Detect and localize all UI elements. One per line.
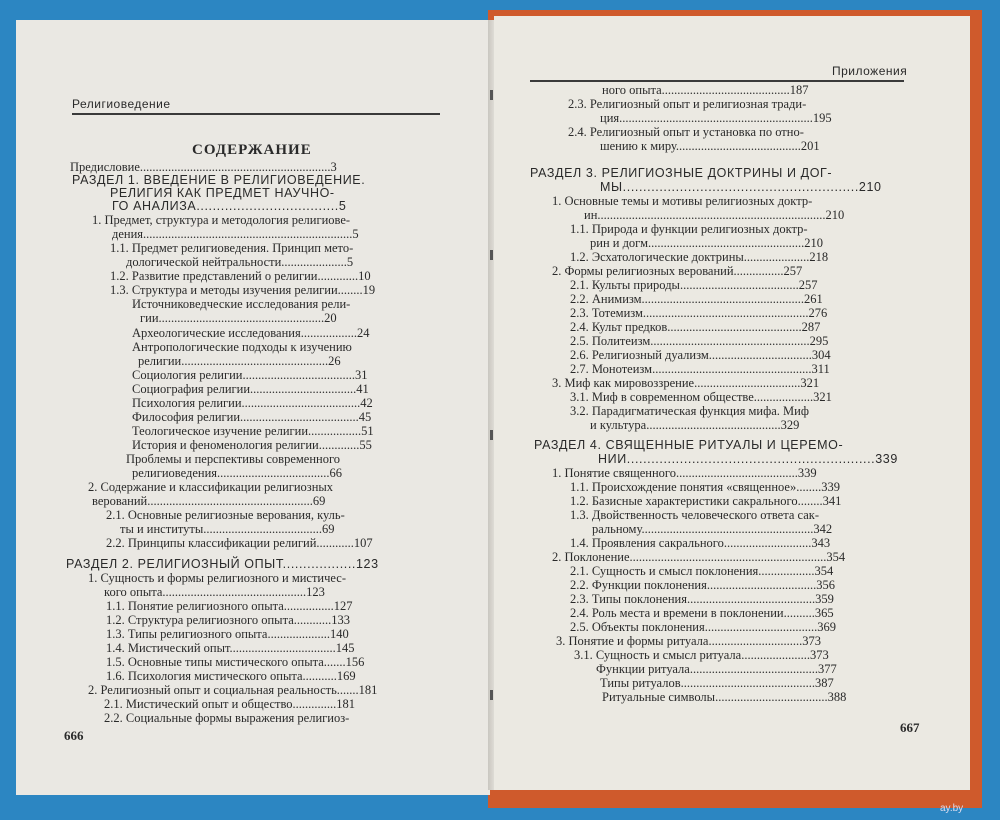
left-toc-line: Теологическое изучение религии.................51: [132, 424, 374, 438]
right-toc-line: 2. Формы религиозных верований................257: [552, 264, 803, 278]
left-toc-line: 1.5. Основные типы мистического опыта.......156: [106, 655, 365, 669]
right-toc-line: 2.4. Роль места и времени в поклонении..........365: [570, 606, 834, 620]
header-rule-right: [530, 80, 904, 82]
right-toc-line: 3.2. Парадигматическая функция мифа. Миф: [570, 404, 809, 418]
left-toc-line: 1. Предмет, структура и методология религиове-: [92, 213, 351, 227]
left-toc-line: Археологические исследования..................24: [132, 326, 370, 340]
right-toc-line: 3. Миф как мировоззрение..................................321: [552, 376, 820, 390]
left-toc-line: ты и институты......................................69: [120, 522, 335, 536]
right-toc-line: 2.4. Религиозный опыт и установка по отно-: [568, 125, 804, 139]
left-toc-line: РАЗДЕЛ 2. РЕЛИГИОЗНЫЙ ОПЫТ..................123: [66, 557, 379, 571]
left-page: [16, 20, 490, 795]
left-toc-line: 1.1. Предмет религиоведения. Принцип мето-: [110, 241, 354, 255]
right-toc-line: 1.4. Проявления сакрального............................343: [570, 536, 831, 550]
page-title: СОДЕРЖАНИЕ: [192, 142, 312, 158]
right-toc-line: 1. Основные темы и мотивы религиозных доктр-: [552, 194, 813, 208]
page-number-left: 666: [64, 728, 84, 743]
right-toc-line: Типы ритуалов...........................................387: [600, 676, 834, 690]
header-rule-left: [72, 113, 440, 115]
right-toc-line: рин и догм..................................................210: [590, 236, 824, 250]
left-toc-line: ГО АНАЛИЗА...................................5: [112, 199, 347, 213]
right-toc-line: 1. Понятие священного.......................................339: [552, 466, 817, 480]
right-toc-line: 2.2. Анимизм....................................................261: [570, 292, 823, 306]
right-toc-line: 1.1. Природа и функции религиозных доктр-: [570, 222, 808, 236]
left-toc-line: 2.2. Социальные формы выражения религиоз-: [104, 711, 350, 725]
stitch: [490, 90, 493, 100]
left-toc-line: 1.6. Психология мистического опыта...........169: [106, 669, 356, 683]
right-toc-line: ного опыта.........................................187: [602, 83, 809, 97]
left-toc-line: 1.4. Мистический опыт..................................145: [106, 641, 355, 655]
watermark: ay.by: [940, 803, 964, 814]
left-toc-line: Предисловие.............................................................3: [70, 160, 337, 174]
left-toc-line: Философия религии......................................45: [132, 410, 372, 424]
left-toc-line: 1.3. Типы религиозного опыта....................140: [106, 627, 349, 641]
right-toc-line: ральному.......................................................342: [592, 522, 833, 536]
right-toc-line: НИИ.............................................................339: [598, 452, 898, 466]
right-toc-line: 3. Понятие и формы ритуала..............................373: [556, 634, 821, 648]
right-toc-line: Ритуальные символы....................................388: [602, 690, 847, 704]
stitch: [490, 690, 493, 700]
right-toc-line: ция..............................................................195: [600, 111, 832, 125]
right-toc-line: и культура...........................................329: [590, 418, 800, 432]
right-toc-line: ин.........................................................................210: [584, 208, 845, 222]
left-toc-line: дологической нейтральности.....................5: [126, 255, 354, 269]
right-toc-line: 2.5. Объекты поклонения....................................369: [570, 620, 836, 634]
right-toc-line: Функции ритуала.........................................377: [596, 662, 837, 676]
right-toc-line: 2.1. Культы природы......................................257: [570, 278, 818, 292]
right-toc-line: РАЗДЕЛ 4. СВЯЩЕННЫЕ РИТУАЛЫ И ЦЕРЕМО-: [534, 438, 844, 452]
right-toc-line: 3.1. Сущность и смысл ритуала......................373: [574, 648, 829, 662]
stitch: [490, 250, 493, 260]
left-toc-line: 1.1. Понятие религиозного опыта................127: [106, 599, 353, 613]
right-toc-line: 2.3. Типы поклонения.........................................359: [570, 592, 834, 606]
right-toc-line: 2. Поклонение...............................................................354: [552, 550, 846, 564]
left-toc-line: верований.....................................................69: [92, 494, 326, 508]
left-toc-line: Психология религии......................................42: [132, 396, 373, 410]
left-toc-line: Источниковедческие исследования рели-: [132, 297, 351, 311]
right-toc-line: 1.2. Эсхатологические доктрины.....................218: [570, 250, 829, 264]
left-toc-line: Социология религии....................................31: [132, 368, 368, 382]
left-toc-line: Проблемы и перспективы современного: [126, 452, 341, 466]
left-toc-line: Антропологические подходы к изучению: [132, 340, 352, 354]
left-toc-line: РЕЛИГИЯ КАК ПРЕДМЕТ НАУЧНО-: [110, 186, 335, 200]
left-toc-line: РАЗДЕЛ 1. ВВЕДЕНИЕ В РЕЛИГИОВЕДЕНИЕ.: [72, 173, 366, 187]
stitch: [490, 430, 493, 440]
right-toc-line: шению к миру........................................201: [600, 139, 820, 153]
left-toc-line: Социография религии..................................41: [132, 382, 369, 396]
left-toc-line: 1.3. Структура и методы изучения религии........19: [110, 283, 376, 297]
left-toc-line: кого опыта..............................................123: [104, 585, 325, 599]
left-toc-line: религии...............................................26: [138, 354, 341, 368]
left-toc-line: 2.1. Мистический опыт и общество..............181: [104, 697, 356, 711]
page-number-right: 667: [900, 720, 920, 735]
left-toc-line: 2. Содержание и классификации религиозных: [88, 480, 334, 494]
right-toc-line: 2.1. Сущность и смысл поклонения..................354: [570, 564, 834, 578]
left-toc-line: История и феноменология религии.............55: [132, 438, 372, 452]
left-toc-line: 2.2. Принципы классификации религий............107: [106, 536, 373, 550]
right-toc-line: 1.2. Базисные характеристики сакрального........341: [570, 494, 842, 508]
right-toc-line: 2.3. Тотемизм.....................................................276: [570, 306, 828, 320]
left-toc-line: 2. Религиозный опыт и социальная реальность.......181: [88, 683, 378, 697]
right-toc-line: 1.3. Двойственность человеческого ответа сак-: [570, 508, 819, 522]
right-toc-line: 2.7. Монотеизм...................................................311: [570, 362, 830, 376]
left-toc-line: 1.2. Развитие представлений о религии.............10: [110, 269, 371, 283]
left-toc-line: дения...................................................................5: [112, 227, 359, 241]
left-toc-line: 2.1. Основные религиозные верования, куль-: [106, 508, 345, 522]
running-head-right: Приложения: [832, 64, 908, 78]
right-toc-line: МЫ..........................................................210: [600, 180, 882, 194]
right-toc-line: 2.5. Политеизм...................................................295: [570, 334, 829, 348]
right-toc-line: 2.6. Религиозный дуализм.................................304: [570, 348, 831, 362]
left-toc-line: 1.2. Структура религиозного опыта............133: [106, 613, 350, 627]
right-toc-line: 2.3. Религиозный опыт и религиозная тради-: [568, 97, 807, 111]
right-toc-line: 2.2. Функции поклонения...................................356: [570, 578, 835, 592]
right-toc-line: 1.1. Происхождение понятия «священное»........339: [570, 480, 840, 494]
right-toc-line: 2.4. Культ предков...........................................287: [570, 320, 821, 334]
left-toc-line: религиоведения....................................66: [132, 466, 343, 480]
left-toc-line: гии.....................................................20: [140, 311, 337, 325]
right-toc-line: РАЗДЕЛ 3. РЕЛИГИОЗНЫЕ ДОКТРИНЫ И ДОГ-: [530, 166, 833, 180]
left-toc-line: 1. Сущность и формы религиозного и мистичес-: [88, 571, 346, 585]
right-page: [494, 16, 970, 790]
right-toc-line: 3.1. Миф в современном обществе...................321: [570, 390, 832, 404]
running-head-left: Религиоведение: [72, 97, 171, 111]
